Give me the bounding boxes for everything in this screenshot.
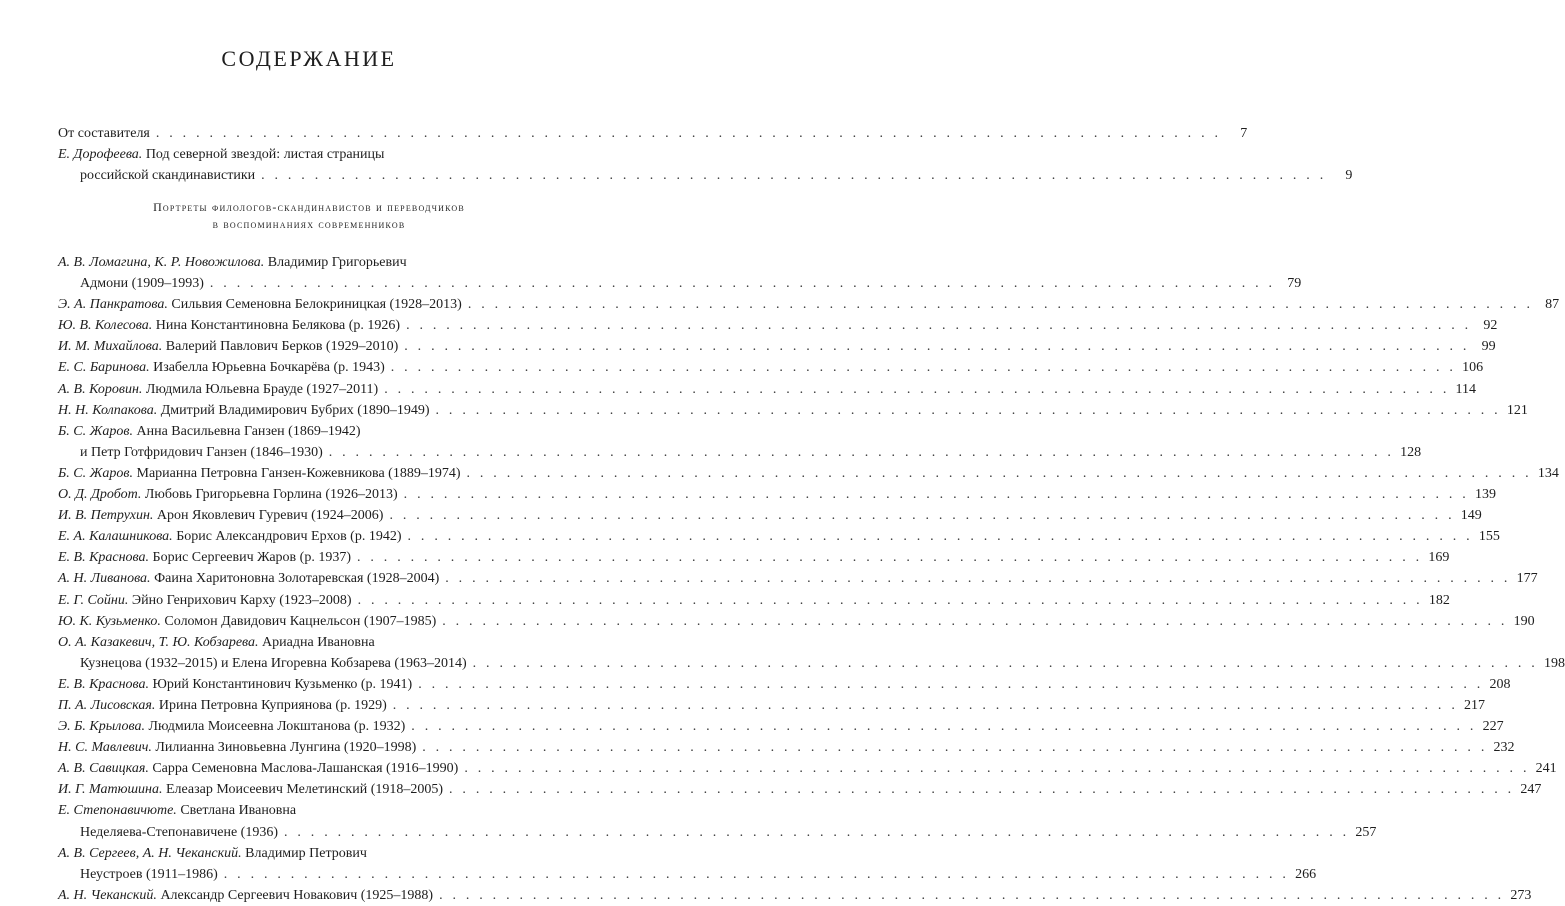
toc-entry-text xyxy=(58,800,296,821)
toc-entry-text xyxy=(58,590,352,611)
toc-entry-page-number: 114 xyxy=(1455,381,1477,397)
toc-entry-line xyxy=(58,252,561,273)
toc-entry-line xyxy=(58,294,1560,315)
toc-entry-text xyxy=(58,758,458,779)
dot-leader xyxy=(357,547,1422,568)
toc-entry-line xyxy=(58,885,1532,906)
toc-entry-line xyxy=(58,674,1511,695)
toc-entry[interactable] xyxy=(58,737,1515,758)
toc-entry-line xyxy=(58,379,1477,400)
toc-entry[interactable] xyxy=(58,632,1565,674)
toc-entry-page-number: 247 xyxy=(1520,782,1542,798)
toc-entry-author: Ю. К. Кузьменко. xyxy=(58,613,161,629)
toc-entry[interactable] xyxy=(58,526,1500,547)
toc-entry-author: Е. Г. Сойни. xyxy=(58,592,129,608)
toc-entry-page-number: 155 xyxy=(1478,529,1500,545)
toc-entry-page-number: 87 xyxy=(1545,297,1560,313)
toc-entry-title: Изабелла Юрьевна Бочкарёва (р. 1943) xyxy=(153,360,385,376)
toc-entry[interactable] xyxy=(58,716,1504,737)
dot-leader xyxy=(404,336,1469,357)
toc-entry-page-number: 99 xyxy=(1481,339,1496,355)
toc-entry[interactable] xyxy=(58,463,1559,484)
toc-entry-author: А. В. Сергеев, А. Н. Чеканский. xyxy=(58,845,242,861)
toc-entry-line xyxy=(58,758,1557,779)
toc-entry-text xyxy=(58,294,462,315)
dot-leader xyxy=(156,123,1221,144)
toc-entry-author: И. В. Петрухин. xyxy=(58,508,154,524)
dot-leader xyxy=(384,379,1449,400)
toc-entry-line xyxy=(58,505,1482,526)
toc-entry-author: Е. Дорофеева. xyxy=(58,147,143,162)
toc-entry-title: Людмила Моисеевна Локштанова (р. 1932) xyxy=(148,719,406,735)
toc-entry-page-number: 149 xyxy=(1460,508,1482,524)
toc-entry-title: Под северной звездой: листая страницы xyxy=(145,147,385,162)
toc-entry-title: Марианна Петровна Ганзен-Кожевникова (1889–1974) xyxy=(136,465,461,481)
toc-entry-text xyxy=(58,843,367,864)
toc-entry-author: Э. А. Панкратова. xyxy=(58,297,168,313)
toc-entry[interactable] xyxy=(58,357,1484,378)
toc-entry-text xyxy=(58,144,384,165)
toc-entry-title: Людмила Юльевна Брауде (1927–2011) xyxy=(145,381,379,397)
toc-entry-line xyxy=(58,357,1484,378)
dot-leader xyxy=(408,526,1473,547)
toc-entry-author: А. Н. Чеканский. xyxy=(58,887,157,903)
dot-leader xyxy=(358,590,1423,611)
toc-entry-title: Сильвия Семеновна Белокриницкая (1928–2013) xyxy=(171,297,462,313)
toc-entry-text xyxy=(58,885,433,906)
dot-leader xyxy=(422,737,1487,758)
toc-entry-title: Ариадна Ивановна xyxy=(262,634,375,650)
toc-entry[interactable] xyxy=(58,758,1557,779)
toc-entry-line xyxy=(58,568,1538,589)
toc-entry-text xyxy=(58,737,416,758)
toc-entry-line xyxy=(58,779,1542,800)
toc-entry-text xyxy=(58,632,375,653)
toc-entry-page-number: 208 xyxy=(1489,676,1511,692)
toc-entry-title: Лилианна Зиновьевна Лунгина (1920–1998) xyxy=(155,740,417,756)
toc-entry-text xyxy=(58,379,378,400)
toc-entry-title: Неделяева-Степонавичене (1936) xyxy=(80,824,278,840)
toc-entry-title: Юрий Константинович Кузьменко (р. 1941) xyxy=(152,676,413,692)
toc-entry-author: Н. Н. Колпакова. xyxy=(58,402,158,418)
toc-entry-text xyxy=(80,864,218,885)
toc-entry-line xyxy=(58,547,1450,568)
toc-entry-author: А. В. Коровин. xyxy=(58,381,143,397)
toc-entry-line xyxy=(58,144,561,165)
toc-entry-page-number: 232 xyxy=(1493,740,1515,756)
toc-entry-page-number: 241 xyxy=(1535,761,1557,777)
toc-entry-author: А. В. Савицкая. xyxy=(58,761,149,777)
toc-entry-text xyxy=(58,252,407,273)
section-heading-line: Портреты филологов-скандинавистов и переводчиков xyxy=(153,200,465,214)
toc-entry[interactable] xyxy=(58,800,1377,842)
toc-entry[interactable] xyxy=(58,547,1450,568)
toc-entry-title: Неустроев (1911–1986) xyxy=(80,866,218,882)
toc-entry-title: Владимир Григорьевич xyxy=(267,255,407,270)
toc-entry-line xyxy=(58,632,561,653)
toc-entry-page-number: 9 xyxy=(1345,168,1353,183)
toc-entry-text xyxy=(58,315,400,336)
dot-leader xyxy=(404,484,1469,505)
toc-entry[interactable] xyxy=(58,400,1528,421)
toc-entry-line xyxy=(58,843,561,864)
toc-entry-author: Ю. В. Колесова. xyxy=(58,318,153,334)
toc-entry-line xyxy=(58,611,1535,632)
toc-entry[interactable] xyxy=(58,123,1248,144)
toc-entry[interactable] xyxy=(58,843,1317,885)
toc-entry[interactable] xyxy=(58,315,1498,336)
toc-entry-title: Адмони (1909–1993) xyxy=(80,276,204,292)
toc-entry-page-number: 227 xyxy=(1482,719,1504,735)
toc-entry-line xyxy=(58,442,1422,463)
toc-entry-line xyxy=(58,800,561,821)
toc-entry-text xyxy=(58,463,461,484)
toc-entry-text xyxy=(80,442,323,463)
toc-entry-text xyxy=(58,357,385,378)
toc-entry-page-number: 128 xyxy=(1400,444,1422,460)
toc-entry-page-number: 169 xyxy=(1428,550,1450,566)
toc-entry-page-number: 92 xyxy=(1483,318,1498,334)
toc-entry-page-number: 273 xyxy=(1510,887,1532,903)
toc-entry-line xyxy=(58,400,1528,421)
toc-entry-text xyxy=(58,505,383,526)
toc-entry-author: Е. В. Краснова. xyxy=(58,676,150,692)
toc-entry-page-number: 266 xyxy=(1295,866,1317,882)
toc-entry[interactable] xyxy=(58,336,1496,357)
toc-entry-text xyxy=(58,484,398,505)
dot-leader xyxy=(442,611,1507,632)
toc-entry-text xyxy=(58,336,398,357)
dot-leader xyxy=(464,758,1529,779)
toc-entry-title: Соломон Давидович Кацнельсон (1907–1985) xyxy=(164,613,437,629)
toc-entry-page-number: 257 xyxy=(1355,824,1377,840)
dot-leader xyxy=(210,273,1275,294)
toc-entry-page-number: 134 xyxy=(1537,465,1559,481)
toc-entry-text xyxy=(58,547,351,568)
toc-entry-author: А. В. Ломагина, К. Р. Новожилова. xyxy=(58,255,265,270)
toc-entry-title: Фаина Харитоновна Золотаревская (1928–2004) xyxy=(154,571,440,587)
toc-entry-line xyxy=(58,315,1498,336)
toc-entry-text xyxy=(80,273,204,294)
toc-entry-text xyxy=(58,716,405,737)
toc-entry-text xyxy=(58,123,150,144)
toc-entry-author: И. Г. Матюшина. xyxy=(58,782,163,798)
toc-entry-author: Э. Б. Крылова. xyxy=(58,719,145,735)
toc-entry-line xyxy=(58,421,561,442)
toc-entry[interactable] xyxy=(58,695,1486,716)
toc-entry-text xyxy=(58,421,360,442)
toc-entry-line xyxy=(58,484,1496,505)
dot-leader xyxy=(389,505,1454,526)
dot-leader xyxy=(449,779,1514,800)
dot-leader xyxy=(445,568,1510,589)
toc-entry-title: Владимир Петрович xyxy=(245,845,367,861)
toc-entry-line xyxy=(58,737,1515,758)
toc-entry[interactable] xyxy=(58,611,1535,632)
toc-entry-title: российской скандинавистики xyxy=(80,168,256,183)
toc-entry-line xyxy=(58,123,1248,144)
dot-leader xyxy=(468,294,1533,315)
toc-entry[interactable] xyxy=(58,568,1538,589)
toc-entry-page-number: 177 xyxy=(1516,571,1538,587)
toc-entry-text xyxy=(80,165,255,186)
toc-entry-title: Борис Сергеевич Жаров (р. 1937) xyxy=(152,550,351,566)
toc-entry-page-number: 198 xyxy=(1543,655,1565,671)
dot-leader xyxy=(411,716,1476,737)
toc-entry[interactable] xyxy=(58,379,1477,400)
toc-entry-text xyxy=(58,611,436,632)
toc-entry[interactable] xyxy=(58,674,1511,695)
toc-front-matter xyxy=(58,123,1353,186)
dot-leader xyxy=(284,822,1349,843)
toc-entry-text xyxy=(58,674,412,695)
toc-entry-title: Любовь Григорьевна Горлина (1926–2013) xyxy=(144,487,398,503)
dot-leader xyxy=(224,864,1289,885)
dot-leader xyxy=(329,442,1394,463)
toc-entry-text xyxy=(58,568,439,589)
toc-entry-author: Е. А. Калашникова. xyxy=(58,529,173,545)
toc-entry-title: Эйно Генрихович Карху (1923–2008) xyxy=(131,592,352,608)
toc-entry-author: Н. С. Мавлевич. xyxy=(58,740,152,756)
dot-leader xyxy=(418,674,1483,695)
toc-entry-line xyxy=(58,463,1559,484)
toc-entry[interactable] xyxy=(58,294,1560,315)
toc-entry-line xyxy=(58,695,1486,716)
toc-entry[interactable] xyxy=(58,590,1450,611)
toc-entry-line xyxy=(58,822,1377,843)
toc-entry-title: Сарра Семеновна Маслова-Лашанская (1916–1990) xyxy=(152,761,459,777)
toc-entry[interactable] xyxy=(58,252,1302,294)
section-heading xyxy=(0,199,618,233)
toc-entry-page-number: 79 xyxy=(1287,276,1302,292)
toc-entries xyxy=(58,252,1565,906)
toc-entry-page-number: 7 xyxy=(1240,126,1248,141)
toc-entry-line xyxy=(58,653,1565,674)
toc-entry-title: Александр Сергеевич Новакович (1925–1988) xyxy=(160,887,434,903)
toc-entry-title: Нина Константиновна Белякова (р. 1926) xyxy=(155,318,401,334)
toc-entry[interactable] xyxy=(58,484,1496,505)
toc-entry-author: О. А. Казакевич, Т. Ю. Кобзарева. xyxy=(58,634,259,650)
toc-entry[interactable] xyxy=(58,505,1482,526)
dot-leader xyxy=(473,653,1538,674)
toc-entry-text xyxy=(58,526,402,547)
toc-entry-title: и Петр Готфридович Ганзен (1846–1930) xyxy=(80,444,323,460)
toc-entry-page-number: 182 xyxy=(1428,592,1450,608)
dot-leader xyxy=(261,165,1326,186)
toc-entry-title: От составителя xyxy=(58,126,150,141)
toc-entry-text xyxy=(58,400,430,421)
toc-entry-line xyxy=(58,864,1317,885)
toc-entry-author: Б. С. Жаров. xyxy=(58,423,133,439)
toc-entry-line xyxy=(58,526,1500,547)
toc-entry[interactable] xyxy=(58,421,1422,463)
toc-entry-author: Е. Степонавичюте. xyxy=(58,803,177,819)
toc-entry[interactable] xyxy=(58,779,1542,800)
toc-entry-title: Елеазар Моисеевич Мелетинский (1918–2005) xyxy=(165,782,444,798)
toc-entry-author: П. А. Лисовская. xyxy=(58,697,156,713)
toc-entry-author: А. Н. Ливанова. xyxy=(58,571,151,587)
toc-entry-line xyxy=(58,165,1353,186)
toc-entry[interactable] xyxy=(58,144,1353,186)
toc-entry-title: Светлана Ивановна xyxy=(180,803,297,819)
toc-entry-line xyxy=(58,336,1496,357)
toc-entry-page-number: 121 xyxy=(1506,402,1528,418)
toc-entry-author: О. Д. Дробот. xyxy=(58,487,142,503)
toc-entry-title: Борис Александрович Ерхов (р. 1942) xyxy=(176,529,402,545)
dot-leader xyxy=(436,400,1501,421)
toc-entry-title: Валерий Павлович Берков (1929–2010) xyxy=(165,339,399,355)
toc-entry-text xyxy=(58,695,387,716)
section-heading-line: в воспоминаниях современников xyxy=(212,217,406,231)
toc-entry-author: Е. С. Баринова. xyxy=(58,360,150,376)
dot-leader xyxy=(393,695,1458,716)
toc-entry-title: Дмитрий Владимирович Бубрих (1890–1949) xyxy=(160,402,430,418)
toc-entry-author: И. М. Михайлова. xyxy=(58,339,163,355)
dot-leader xyxy=(406,315,1471,336)
toc-entry-page-number: 106 xyxy=(1462,360,1484,376)
dot-leader xyxy=(467,463,1532,484)
toc-entry-title: Ирина Петровна Куприянова (р. 1929) xyxy=(158,697,387,713)
toc-entry-text xyxy=(58,779,443,800)
toc-entry-page-number: 190 xyxy=(1513,613,1535,629)
dot-leader xyxy=(439,885,1504,906)
toc-entry-text xyxy=(80,653,467,674)
toc-entry-line xyxy=(58,590,1450,611)
toc-entry-text xyxy=(80,822,278,843)
toc-entry-line xyxy=(58,273,1302,294)
toc-entry-author: Е. В. Краснова. xyxy=(58,550,150,566)
toc-entry[interactable] xyxy=(58,885,1532,906)
toc-entry-page-number: 217 xyxy=(1464,697,1486,713)
toc-entry-line xyxy=(58,716,1504,737)
toc-entry-title: Арон Яковлевич Гуревич (1924–2006) xyxy=(156,508,384,524)
toc-entry-page-number: 139 xyxy=(1474,487,1496,503)
page-title: СОДЕРЖАНИЕ xyxy=(221,46,397,71)
toc-entry-author: Б. С. Жаров. xyxy=(58,465,133,481)
toc-entry-title: Кузнецова (1932–2015) и Елена Игоревна Кобзарева (1963–2014) xyxy=(80,655,467,671)
dot-leader xyxy=(391,357,1456,378)
toc-entry-title: Анна Васильевна Ганзен (1869–1942) xyxy=(136,423,361,439)
